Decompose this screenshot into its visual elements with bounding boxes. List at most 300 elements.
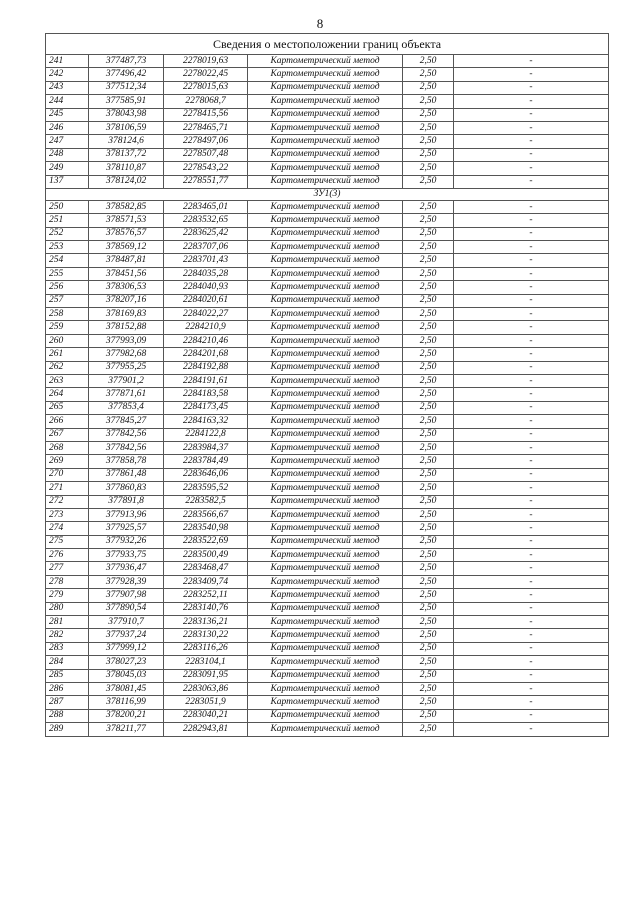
table-row (46, 108, 609, 121)
y-coordinate-cell: 2283116,26 (164, 642, 248, 655)
table-row (46, 549, 609, 562)
accuracy-cell: 2,50 (403, 294, 454, 307)
description-cell: - (454, 455, 609, 468)
y-coordinate-cell: 2278507,48 (164, 148, 248, 161)
accuracy-cell: 2,50 (403, 616, 454, 629)
x-coordinate-cell: 377937,24 (89, 629, 164, 642)
point-number-cell: 271 (46, 482, 89, 495)
point-number-cell: 265 (46, 401, 89, 414)
point-number-cell: 266 (46, 415, 89, 428)
accuracy-cell: 2,50 (403, 361, 454, 374)
accuracy-cell: 2,50 (403, 148, 454, 161)
y-coordinate-cell: 2284210,46 (164, 334, 248, 347)
table-row (46, 535, 609, 548)
table-row (46, 589, 609, 602)
accuracy-cell: 2,50 (403, 135, 454, 148)
method-cell: Картометрический метод (248, 468, 403, 481)
accuracy-cell: 2,50 (403, 334, 454, 347)
y-coordinate-cell: 2278543,22 (164, 162, 248, 175)
x-coordinate-cell: 378576,57 (89, 227, 164, 240)
y-coordinate-cell: 2283595,52 (164, 482, 248, 495)
description-cell: - (454, 267, 609, 280)
accuracy-cell: 2,50 (403, 468, 454, 481)
y-coordinate-cell: 2284191,61 (164, 374, 248, 387)
table-row (46, 175, 609, 188)
accuracy-cell: 2,50 (403, 321, 454, 334)
method-cell: Картометрический метод (248, 321, 403, 334)
x-coordinate-cell: 378043,98 (89, 108, 164, 121)
x-coordinate-cell: 377890,54 (89, 602, 164, 615)
accuracy-cell: 2,50 (403, 81, 454, 94)
description-cell: - (454, 175, 609, 188)
accuracy-cell: 2,50 (403, 388, 454, 401)
method-cell: Картометрический метод (248, 455, 403, 468)
point-number-cell: 282 (46, 629, 89, 642)
x-coordinate-cell: 378152,88 (89, 321, 164, 334)
point-number-cell: 256 (46, 281, 89, 294)
table-row (46, 321, 609, 334)
point-number-cell: 278 (46, 575, 89, 588)
description-cell: - (454, 95, 609, 108)
x-coordinate-cell: 377982,68 (89, 348, 164, 361)
x-coordinate-cell: 377842,56 (89, 441, 164, 454)
point-number-cell: 272 (46, 495, 89, 508)
method-cell: Картометрический метод (248, 135, 403, 148)
point-number-cell: 263 (46, 374, 89, 387)
accuracy-cell: 2,50 (403, 281, 454, 294)
accuracy-cell: 2,50 (403, 348, 454, 361)
y-coordinate-cell: 2283707,06 (164, 241, 248, 254)
method-cell: Картометрический метод (248, 281, 403, 294)
point-number-cell: 276 (46, 549, 89, 562)
x-coordinate-cell: 377585,91 (89, 95, 164, 108)
accuracy-cell: 2,50 (403, 95, 454, 108)
section-header-row (46, 188, 609, 200)
y-coordinate-cell: 2278068,7 (164, 95, 248, 108)
x-coordinate-cell: 378306,53 (89, 281, 164, 294)
y-coordinate-cell: 2282943,81 (164, 723, 248, 736)
table-row (46, 696, 609, 709)
description-cell: - (454, 495, 609, 508)
accuracy-cell: 2,50 (403, 562, 454, 575)
description-cell: - (454, 508, 609, 521)
accuracy-cell: 2,50 (403, 508, 454, 521)
description-cell: - (454, 428, 609, 441)
table-title-row (46, 34, 609, 55)
accuracy-cell: 2,50 (403, 308, 454, 321)
method-cell: Картометрический метод (248, 254, 403, 267)
table-row (46, 562, 609, 575)
method-cell: Картометрический метод (248, 656, 403, 669)
accuracy-cell: 2,50 (403, 162, 454, 175)
point-number-cell: 249 (46, 162, 89, 175)
table-row (46, 374, 609, 387)
method-cell: Картометрический метод (248, 361, 403, 374)
description-cell: - (454, 401, 609, 414)
point-number-cell: 268 (46, 441, 89, 454)
table-row (46, 241, 609, 254)
x-coordinate-cell: 378211,77 (89, 723, 164, 736)
method-cell: Картометрический метод (248, 121, 403, 134)
point-number-cell: 273 (46, 508, 89, 521)
y-coordinate-cell: 2283984,37 (164, 441, 248, 454)
table-row (46, 723, 609, 736)
x-coordinate-cell: 377936,47 (89, 562, 164, 575)
description-cell: - (454, 241, 609, 254)
point-number-cell: 253 (46, 241, 89, 254)
point-number-cell: 289 (46, 723, 89, 736)
table-row (46, 254, 609, 267)
point-number-cell: 267 (46, 428, 89, 441)
x-coordinate-cell: 378451,56 (89, 267, 164, 280)
method-cell: Картометрический метод (248, 522, 403, 535)
description-cell: - (454, 709, 609, 722)
method-cell: Картометрический метод (248, 629, 403, 642)
y-coordinate-cell: 2278551,77 (164, 175, 248, 188)
description-cell: - (454, 135, 609, 148)
y-coordinate-cell: 2283468,47 (164, 562, 248, 575)
point-number-cell: 285 (46, 669, 89, 682)
table-row (46, 148, 609, 161)
accuracy-cell: 2,50 (403, 68, 454, 81)
point-number-cell: 254 (46, 254, 89, 267)
x-coordinate-cell: 378116,99 (89, 696, 164, 709)
accuracy-cell: 2,50 (403, 482, 454, 495)
x-coordinate-cell: 378200,21 (89, 709, 164, 722)
table-row (46, 482, 609, 495)
description-cell: - (454, 642, 609, 655)
method-cell: Картометрический метод (248, 374, 403, 387)
x-coordinate-cell: 377871,61 (89, 388, 164, 401)
method-cell: Картометрический метод (248, 562, 403, 575)
description-cell: - (454, 388, 609, 401)
method-cell: Картометрический метод (248, 428, 403, 441)
table-row (46, 81, 609, 94)
y-coordinate-cell: 2284122,8 (164, 428, 248, 441)
y-coordinate-cell: 2283701,43 (164, 254, 248, 267)
description-cell: - (454, 415, 609, 428)
accuracy-cell: 2,50 (403, 214, 454, 227)
point-number-cell: 257 (46, 294, 89, 307)
y-coordinate-cell: 2283136,21 (164, 616, 248, 629)
method-cell: Картометрический метод (248, 482, 403, 495)
method-cell: Картометрический метод (248, 55, 403, 68)
x-coordinate-cell: 377512,34 (89, 81, 164, 94)
accuracy-cell: 2,50 (403, 267, 454, 280)
table-title: Сведения о местоположении границ объекта (46, 34, 609, 55)
accuracy-cell: 2,50 (403, 241, 454, 254)
accuracy-cell: 2,50 (403, 108, 454, 121)
method-cell: Картометрический метод (248, 68, 403, 81)
table-row (46, 669, 609, 682)
point-number-cell: 269 (46, 455, 89, 468)
table-row (46, 200, 609, 213)
y-coordinate-cell: 2284173,45 (164, 401, 248, 414)
y-coordinate-cell: 2283104,1 (164, 656, 248, 669)
accuracy-cell: 2,50 (403, 696, 454, 709)
table-row (46, 455, 609, 468)
method-cell: Картометрический метод (248, 81, 403, 94)
method-cell: Картометрический метод (248, 575, 403, 588)
y-coordinate-cell: 2284035,28 (164, 267, 248, 280)
accuracy-cell: 2,50 (403, 254, 454, 267)
y-coordinate-cell: 2278019,63 (164, 55, 248, 68)
description-cell: - (454, 629, 609, 642)
description-cell: - (454, 148, 609, 161)
accuracy-cell: 2,50 (403, 549, 454, 562)
table-row (46, 348, 609, 361)
y-coordinate-cell: 2283409,74 (164, 575, 248, 588)
point-number-cell: 288 (46, 709, 89, 722)
table-row (46, 334, 609, 347)
description-cell: - (454, 294, 609, 307)
accuracy-cell: 2,50 (403, 522, 454, 535)
accuracy-cell: 2,50 (403, 200, 454, 213)
table-row (46, 162, 609, 175)
table-row (46, 95, 609, 108)
method-cell: Картометрический метод (248, 148, 403, 161)
accuracy-cell: 2,50 (403, 709, 454, 722)
x-coordinate-cell: 377858,78 (89, 455, 164, 468)
point-number-cell: 242 (46, 68, 89, 81)
accuracy-cell: 2,50 (403, 401, 454, 414)
description-cell: - (454, 108, 609, 121)
table-row (46, 428, 609, 441)
table-row (46, 55, 609, 68)
table-row (46, 227, 609, 240)
description-cell: - (454, 68, 609, 81)
method-cell: Картометрический метод (248, 348, 403, 361)
point-number-cell: 280 (46, 602, 89, 615)
accuracy-cell: 2,50 (403, 602, 454, 615)
x-coordinate-cell: 377901,2 (89, 374, 164, 387)
y-coordinate-cell: 2283540,98 (164, 522, 248, 535)
x-coordinate-cell: 378124,6 (89, 135, 164, 148)
y-coordinate-cell: 2283091,95 (164, 669, 248, 682)
accuracy-cell: 2,50 (403, 669, 454, 682)
x-coordinate-cell: 377487,73 (89, 55, 164, 68)
accuracy-cell: 2,50 (403, 455, 454, 468)
x-coordinate-cell: 377955,25 (89, 361, 164, 374)
description-cell: - (454, 81, 609, 94)
description-cell: - (454, 214, 609, 227)
x-coordinate-cell: 377842,56 (89, 428, 164, 441)
y-coordinate-cell: 2283040,21 (164, 709, 248, 722)
page-number: 8 (316, 16, 324, 31)
description-cell: - (454, 361, 609, 374)
table-row (46, 441, 609, 454)
section-label: ЗУ1(3) (46, 188, 609, 200)
method-cell: Картометрический метод (248, 642, 403, 655)
x-coordinate-cell: 377913,96 (89, 508, 164, 521)
x-coordinate-cell: 377860,83 (89, 482, 164, 495)
description-cell: - (454, 334, 609, 347)
description-cell: - (454, 468, 609, 481)
accuracy-cell: 2,50 (403, 55, 454, 68)
description-cell: - (454, 682, 609, 695)
point-number-cell: 137 (46, 175, 89, 188)
accuracy-cell: 2,50 (403, 682, 454, 695)
description-cell: - (454, 254, 609, 267)
y-coordinate-cell: 2283784,49 (164, 455, 248, 468)
accuracy-cell: 2,50 (403, 374, 454, 387)
point-number-cell: 277 (46, 562, 89, 575)
point-number-cell: 255 (46, 267, 89, 280)
method-cell: Картометрический метод (248, 334, 403, 347)
description-cell: - (454, 482, 609, 495)
description-cell: - (454, 348, 609, 361)
point-number-cell: 264 (46, 388, 89, 401)
method-cell: Картометрический метод (248, 388, 403, 401)
point-number-cell: 274 (46, 522, 89, 535)
y-coordinate-cell: 2284163,32 (164, 415, 248, 428)
accuracy-cell: 2,50 (403, 642, 454, 655)
x-coordinate-cell: 378569,12 (89, 241, 164, 254)
x-coordinate-cell: 377853,4 (89, 401, 164, 414)
description-cell: - (454, 374, 609, 387)
description-cell: - (454, 200, 609, 213)
point-number-cell: 259 (46, 321, 89, 334)
description-cell: - (454, 321, 609, 334)
point-number-cell: 248 (46, 148, 89, 161)
y-coordinate-cell: 2284192,88 (164, 361, 248, 374)
y-coordinate-cell: 2278415,56 (164, 108, 248, 121)
table-row (46, 495, 609, 508)
table-row (46, 602, 609, 615)
method-cell: Картометрический метод (248, 175, 403, 188)
y-coordinate-cell: 2283465,01 (164, 200, 248, 213)
method-cell: Картометрический метод (248, 214, 403, 227)
x-coordinate-cell: 378487,81 (89, 254, 164, 267)
point-number-cell: 286 (46, 682, 89, 695)
point-number-cell: 275 (46, 535, 89, 548)
method-cell: Картометрический метод (248, 95, 403, 108)
y-coordinate-cell: 2283252,11 (164, 589, 248, 602)
x-coordinate-cell: 378169,83 (89, 308, 164, 321)
accuracy-cell: 2,50 (403, 723, 454, 736)
y-coordinate-cell: 2283130,22 (164, 629, 248, 642)
description-cell: - (454, 723, 609, 736)
x-coordinate-cell: 377496,42 (89, 68, 164, 81)
table-row (46, 68, 609, 81)
method-cell: Картометрический метод (248, 616, 403, 629)
accuracy-cell: 2,50 (403, 121, 454, 134)
method-cell: Картометрический метод (248, 535, 403, 548)
table-row (46, 415, 609, 428)
table-row (46, 616, 609, 629)
x-coordinate-cell: 378582,85 (89, 200, 164, 213)
y-coordinate-cell: 2284201,68 (164, 348, 248, 361)
accuracy-cell: 2,50 (403, 415, 454, 428)
y-coordinate-cell: 2283522,69 (164, 535, 248, 548)
accuracy-cell: 2,50 (403, 441, 454, 454)
table-row (46, 508, 609, 521)
point-number-cell: 262 (46, 361, 89, 374)
y-coordinate-cell: 2283582,5 (164, 495, 248, 508)
accuracy-cell: 2,50 (403, 535, 454, 548)
table-row (46, 682, 609, 695)
method-cell: Картометрический метод (248, 415, 403, 428)
description-cell: - (454, 656, 609, 669)
table-row (46, 121, 609, 134)
point-number-cell: 287 (46, 696, 89, 709)
point-number-cell: 247 (46, 135, 89, 148)
method-cell: Картометрический метод (248, 549, 403, 562)
y-coordinate-cell: 2284040,93 (164, 281, 248, 294)
table-row (46, 642, 609, 655)
point-number-cell: 281 (46, 616, 89, 629)
table-row (46, 267, 609, 280)
method-cell: Картометрический метод (248, 401, 403, 414)
point-number-cell: 244 (46, 95, 89, 108)
y-coordinate-cell: 2278465,71 (164, 121, 248, 134)
method-cell: Картометрический метод (248, 108, 403, 121)
x-coordinate-cell: 377993,09 (89, 334, 164, 347)
description-cell: - (454, 549, 609, 562)
description-cell: - (454, 281, 609, 294)
method-cell: Картометрический метод (248, 495, 403, 508)
y-coordinate-cell: 2284183,58 (164, 388, 248, 401)
point-number-cell: 241 (46, 55, 89, 68)
x-coordinate-cell: 378137,72 (89, 148, 164, 161)
method-cell: Картометрический метод (248, 241, 403, 254)
x-coordinate-cell: 377999,12 (89, 642, 164, 655)
accuracy-cell: 2,50 (403, 629, 454, 642)
point-number-cell: 246 (46, 121, 89, 134)
table-row (46, 522, 609, 535)
accuracy-cell: 2,50 (403, 656, 454, 669)
y-coordinate-cell: 2283566,67 (164, 508, 248, 521)
point-number-cell: 279 (46, 589, 89, 602)
y-coordinate-cell: 2283532,65 (164, 214, 248, 227)
point-number-cell: 243 (46, 81, 89, 94)
x-coordinate-cell: 377907,98 (89, 589, 164, 602)
method-cell: Картометрический метод (248, 682, 403, 695)
method-cell: Картометрический метод (248, 508, 403, 521)
table-row (46, 401, 609, 414)
table-row (46, 629, 609, 642)
description-cell: - (454, 616, 609, 629)
point-number-cell: 258 (46, 308, 89, 321)
accuracy-cell: 2,50 (403, 227, 454, 240)
method-cell: Картометрический метод (248, 669, 403, 682)
method-cell: Картометрический метод (248, 589, 403, 602)
x-coordinate-cell: 378081,45 (89, 682, 164, 695)
y-coordinate-cell: 2278497,06 (164, 135, 248, 148)
point-number-cell: 252 (46, 227, 89, 240)
table-row (46, 575, 609, 588)
method-cell: Картометрический метод (248, 709, 403, 722)
y-coordinate-cell: 2283063,86 (164, 682, 248, 695)
x-coordinate-cell: 377910,7 (89, 616, 164, 629)
table-row (46, 308, 609, 321)
point-number-cell: 283 (46, 642, 89, 655)
description-cell: - (454, 441, 609, 454)
x-coordinate-cell: 377933,75 (89, 549, 164, 562)
x-coordinate-cell: 378106,59 (89, 121, 164, 134)
x-coordinate-cell: 378027,23 (89, 656, 164, 669)
x-coordinate-cell: 377845,27 (89, 415, 164, 428)
x-coordinate-cell: 378571,53 (89, 214, 164, 227)
y-coordinate-cell: 2283646,06 (164, 468, 248, 481)
method-cell: Картометрический метод (248, 162, 403, 175)
description-cell: - (454, 696, 609, 709)
y-coordinate-cell: 2278022,45 (164, 68, 248, 81)
point-number-cell: 250 (46, 200, 89, 213)
table-row (46, 361, 609, 374)
description-cell: - (454, 55, 609, 68)
method-cell: Картометрический метод (248, 227, 403, 240)
